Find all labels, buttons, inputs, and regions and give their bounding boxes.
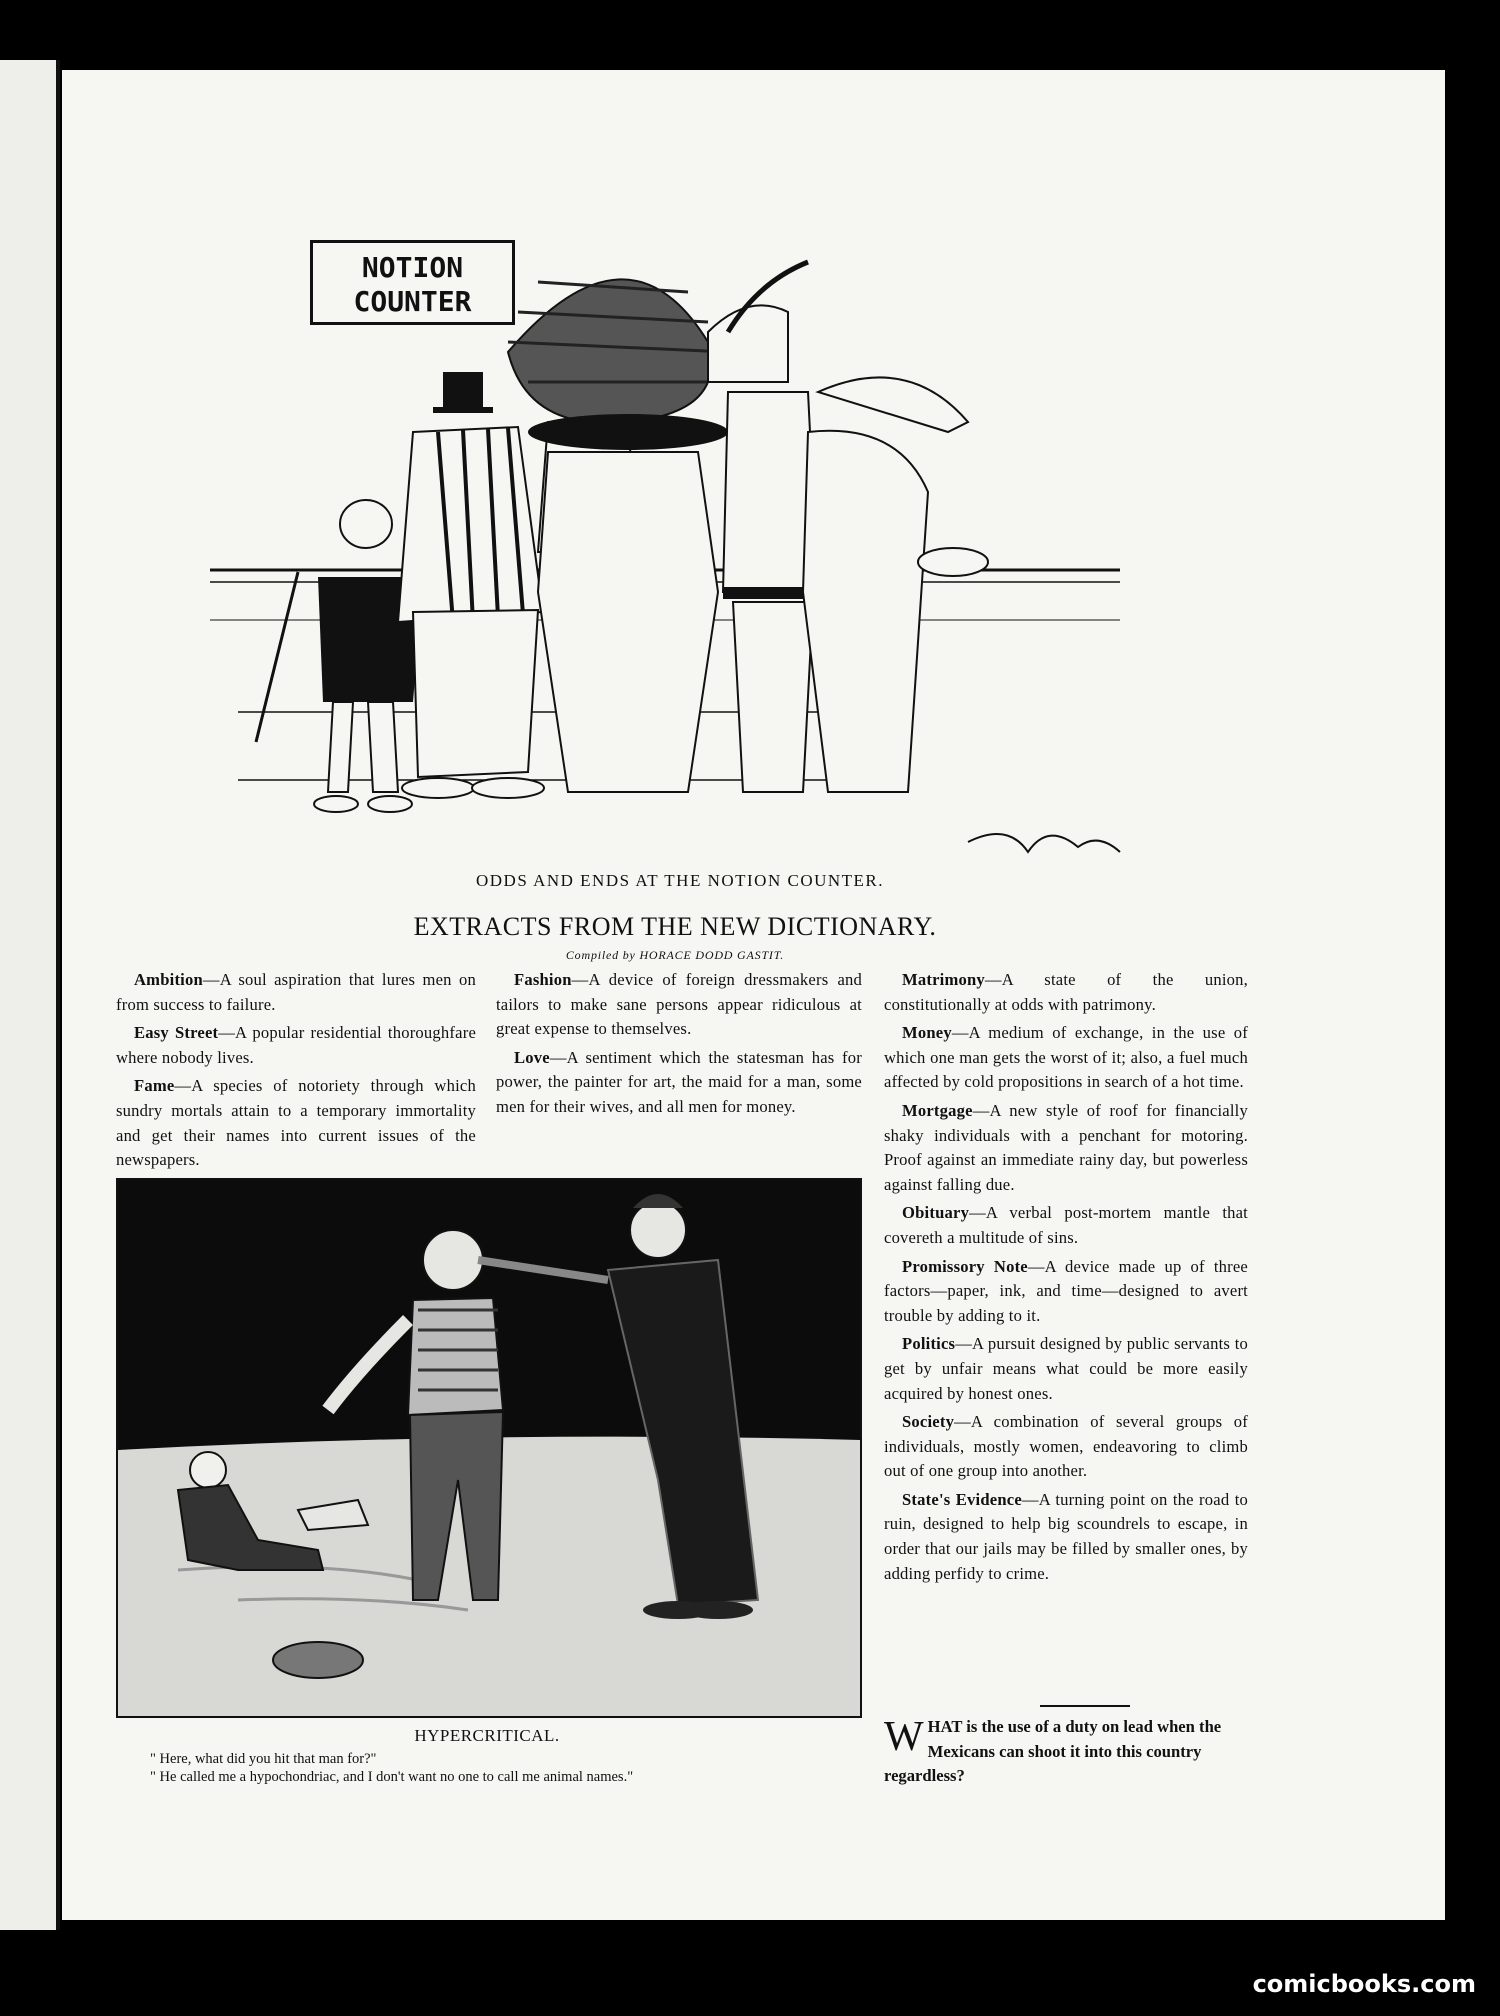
dictionary-term: State's Evidence xyxy=(902,1489,1022,1509)
dictionary-definition: —A popular residential thoroughfare where nobody lives. xyxy=(116,1023,477,1067)
notion-counter-sign xyxy=(310,240,515,325)
hypercritical-illustration xyxy=(116,1178,862,1718)
dictionary-term: Money xyxy=(902,1023,952,1043)
dictionary-entry xyxy=(884,1099,1248,1197)
dialogue-line-2: " He called me a hypochondriac, and I don't want no one to call me animal names." xyxy=(150,1769,634,1785)
top-cartoon-caption: ODDS AND ENDS AT THE NOTION COUNTER. xyxy=(475,871,885,890)
dictionary-term: Politics xyxy=(902,1334,956,1354)
dictionary-entry xyxy=(496,968,862,1042)
dictionary-term: Fashion xyxy=(514,970,572,989)
dictionary-term: Ambition xyxy=(134,970,203,989)
dictionary-definition: —A sentiment which the statesman has for power, the painter for art, the maid for a man, some men for their wives, and all men for money. xyxy=(496,1047,862,1116)
dictionary-term: Mortgage xyxy=(902,1100,973,1120)
bottom-cartoon-dialogue xyxy=(150,1750,870,1786)
dictionary-definition: —A pursuit designed by public servants to get by unfair means what could be more easily acquired by honest ones. xyxy=(884,1334,1248,1403)
sign-line-2: COUNTER xyxy=(353,285,472,318)
dictionary-entry xyxy=(116,1021,476,1070)
bottom-cartoon-title: HYPERCRITICAL. xyxy=(414,1726,560,1745)
dictionary-term: Society xyxy=(902,1412,955,1432)
column-3 xyxy=(884,968,1248,1590)
dictionary-definition: —A new style of roof for financially shaky individuals with a penchant for motoring. Proof against an immediate rainy day, but powerless against falling due. xyxy=(884,1100,1248,1194)
column-2 xyxy=(496,968,862,1124)
dictionary-term: Promissory Note xyxy=(902,1256,1028,1276)
section-divider xyxy=(1040,1705,1130,1707)
dictionary-entry xyxy=(884,1255,1248,1329)
dictionary-entry xyxy=(116,968,476,1017)
dictionary-definition: —A combination of several groups of individuals, mostly women, endeavoring to climb out of one group into another. xyxy=(884,1412,1248,1481)
dictionary-definition: —A device of foreign dressmakers and tailors to make sane persons appear ridiculous at great expense to themselves. xyxy=(496,970,862,1039)
column-1 xyxy=(116,968,476,1177)
dictionary-definition: —A medium of exchange, in the use of which one man gets the worst of it; also, a fuel much affected by cold propositions in search of a hot time. xyxy=(884,1023,1248,1092)
dictionary-term: Fame xyxy=(134,1076,175,1096)
article-byline: Compiled by HORACE DODD GASTIT. xyxy=(565,948,785,962)
article-title: EXTRACTS FROM THE NEW DICTIONARY. xyxy=(413,912,937,941)
site-watermark: comicbooks.com xyxy=(1252,1970,1476,1998)
dictionary-definition: —A soul aspiration that lures men on from success to failure. xyxy=(116,970,476,1014)
closing-quip xyxy=(884,1715,1248,1789)
previous-page-edge xyxy=(0,60,60,1930)
dictionary-entry xyxy=(884,1488,1248,1586)
dictionary-entry xyxy=(884,1201,1248,1250)
dictionary-term: Obituary xyxy=(902,1203,970,1223)
dialogue-line-1: " Here, what did you hit that man for?" xyxy=(150,1751,377,1767)
dictionary-entry xyxy=(884,1410,1248,1484)
dictionary-definition: —A state of the union, constitutionally at odds with patrimony. xyxy=(884,970,1248,1014)
drop-cap: W xyxy=(884,1714,924,1760)
dictionary-definition: —A verbal post-mortem mantle that covereth a multitude of sins. xyxy=(884,1203,1248,1247)
sign-line-1: NOTION xyxy=(361,251,464,284)
dictionary-term: Easy Street xyxy=(134,1023,219,1043)
notion-counter-illustration xyxy=(208,232,1124,892)
dictionary-definition: —A species of notoriety through which sundry mortals attain to a temporary immortality and get their names into current issues of the newspapers. xyxy=(116,1076,476,1170)
dictionary-entry xyxy=(496,1046,862,1120)
dictionary-term: Matrimony xyxy=(902,970,985,989)
quip-text: HAT is the use of a duty on lead when the Mexicans can shoot it into this country regardless? xyxy=(884,1717,1222,1786)
dictionary-entry xyxy=(884,1332,1248,1406)
dictionary-term: Love xyxy=(514,1047,550,1067)
dictionary-definition: —A turning point on the road to ruin, designed to help big scoundrels to escape, in order that our jails may be filled by smaller ones, by adding perfidy to crime. xyxy=(884,1489,1249,1583)
dictionary-entry xyxy=(884,1021,1248,1095)
dictionary-definition: —A device made up of three factors—paper, ink, and time—designed to avert trouble by adding to it. xyxy=(884,1256,1249,1325)
dictionary-entry xyxy=(884,968,1248,1017)
dictionary-entry xyxy=(116,1074,476,1172)
